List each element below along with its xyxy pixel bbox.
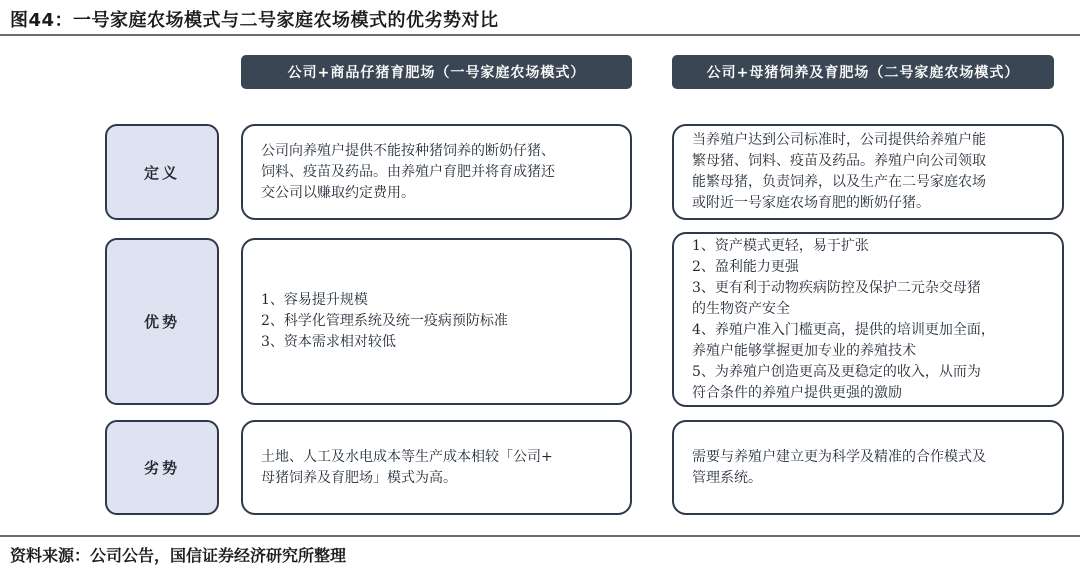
header-model-two: 公司+母猪饲养及育肥场（二号家庭农场模式） [672,55,1054,89]
text-line: 2、盈利能力更强 [692,258,799,275]
text-line: 5、为养殖户创造更高及更稳定的收入，从而为 [692,363,981,380]
advantages-model-two [672,232,1064,407]
row-label-definition: 定义 [105,124,219,220]
text-line: 土地、人工及水电成本等生产成本相较「公司+ [261,448,553,465]
text-line: 能繁母猪，负责饲养，以及生产在二号家庭农场 [692,174,986,190]
text-line: 1、容易提升规模 [261,292,368,308]
bottom-divider [0,535,1080,537]
text-line: 饲料、疫苗及药品。由养殖户育肥并将育成猪还 [261,163,555,180]
disadvantages-model-one [241,420,632,515]
text-line: 的生物资产安全 [692,300,790,317]
definition-model-two [672,124,1064,220]
top-divider [0,34,1080,36]
advantages-model-one [241,238,632,405]
text-line: 4、养殖户准入门槛更高，提供的培训更加全面， [692,321,995,338]
text-line: 公司向养殖户提供不能按种猪饲养的断奶仔猪、 [261,142,555,159]
text-line: 需要与养殖户建立更为科学及精准的合作模式及 [692,448,986,465]
text-line: 繁母猪、饲料、疫苗及药品。养殖户向公司领取 [692,153,986,169]
text-line: 母猪饲养及育肥场」模式为高。 [261,469,457,486]
header-model-one: 公司+商品仔猪育肥场（一号家庭农场模式） [241,55,632,89]
row-label-disadvantages: 劣势 [105,420,219,515]
text-line: 管理系统。 [692,469,762,486]
text-line: 或附近一号家庭农场育肥的断奶仔猪。 [692,195,930,211]
text-line: 符合条件的养殖户提供更强的激励 [692,384,902,401]
row-label-advantages: 优势 [105,238,219,405]
definition-model-one [241,124,632,220]
disadvantages-model-two [672,420,1064,515]
text-line: 3、资本需求相对较低 [261,334,396,350]
text-line: 3、更有利于动物疾病防控及保护二元杂交母猪 [692,279,981,296]
text-line: 养殖户能够掌握更加专业的养殖技术 [692,342,916,359]
text-line: 交公司以赚取约定费用。 [261,184,415,201]
text-line: 2、科学化管理系统及统一疫病预防标准 [261,313,508,329]
text-line: 当养殖户达到公司标准时，公司提供给养殖户能 [692,132,986,148]
text-line: 1、资产模式更轻，易于扩张 [692,237,869,254]
figure-title: 图44：一号家庭农场模式与二号家庭农场模式的优劣势对比 [10,10,499,31]
source-note: 资料来源：公司公告，国信证券经济研究所整理 [10,546,347,565]
